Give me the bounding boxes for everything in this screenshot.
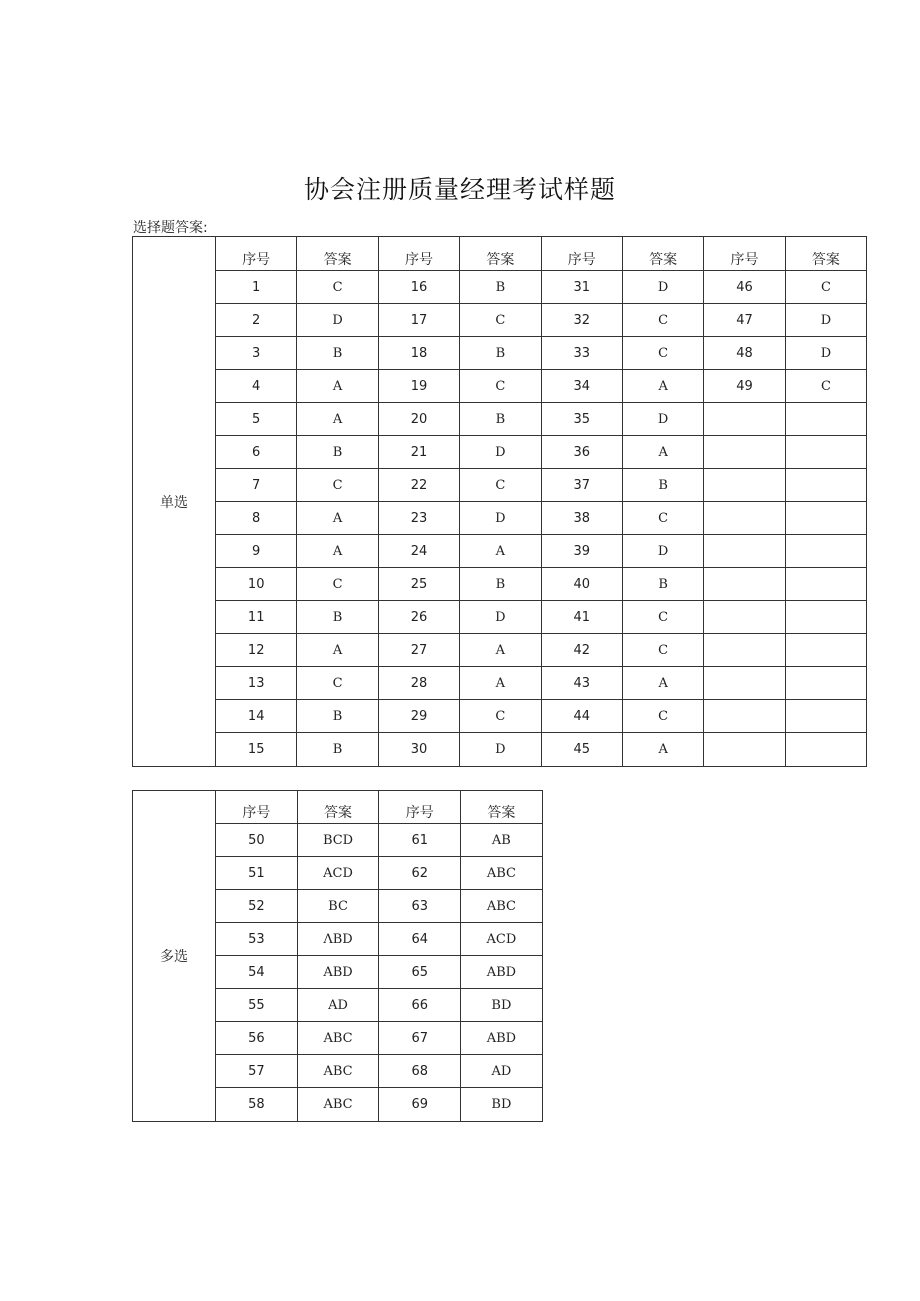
answer-cell: C [460,304,541,337]
column-header-answer: 答案 [785,237,866,271]
question-number-cell: 19 [378,370,459,403]
question-number-cell: 44 [541,700,622,733]
question-number-cell [704,469,785,502]
question-number-cell: 55 [216,989,298,1022]
answer-cell: D [785,304,866,337]
column-header-answer: 答案 [461,791,543,824]
answer-cell: A [297,502,378,535]
question-number-cell: 16 [378,271,459,304]
answer-cell: ABD [297,956,379,989]
question-number-cell: 15 [216,733,297,767]
question-number-cell [704,502,785,535]
answer-cell: C [622,502,703,535]
question-number-cell: 52 [216,890,298,923]
question-number-cell: 18 [378,337,459,370]
header-row [133,237,867,271]
answer-cell [785,667,866,700]
answer-cell [785,568,866,601]
answer-cell: ABC [461,857,543,890]
answer-cell: A [622,436,703,469]
answer-cell: BC [297,890,379,923]
column-header-answer: 答案 [297,791,379,824]
answer-cell: C [785,271,866,304]
multiple-choice-answer-table [132,790,543,1122]
question-number-cell [704,667,785,700]
column-header-number: 序号 [216,791,298,824]
answer-cell: B [622,568,703,601]
question-number-cell: 58 [216,1088,298,1122]
question-number-cell: 5 [216,403,297,436]
question-number-cell: 56 [216,1022,298,1055]
table-row [133,601,867,634]
answer-cell: ABD [461,956,543,989]
answer-cell: AB [461,824,543,857]
answer-cell [785,601,866,634]
answer-cell [785,502,866,535]
answer-cell: A [460,535,541,568]
question-number-cell: 46 [704,271,785,304]
answer-cell: A [622,370,703,403]
answer-cell: D [785,337,866,370]
column-header-number: 序号 [216,237,297,271]
question-number-cell: 69 [379,1088,461,1122]
answer-cell: A [460,667,541,700]
column-header-number: 序号 [379,791,461,824]
answer-cell: B [460,337,541,370]
table-row [133,733,867,767]
question-number-cell: 35 [541,403,622,436]
question-number-cell: 36 [541,436,622,469]
answer-cell: AD [297,989,379,1022]
answer-cell: A [622,667,703,700]
single-choice-answer-table [132,236,867,767]
column-header-answer: 答案 [460,237,541,271]
answer-cell: D [460,733,541,767]
answer-cell: C [622,634,703,667]
question-number-cell [704,535,785,568]
column-header-number: 序号 [704,237,785,271]
answer-cell [785,700,866,733]
answer-cell: C [297,271,378,304]
column-header-number: 序号 [541,237,622,271]
answer-cell: B [297,700,378,733]
question-number-cell: 47 [704,304,785,337]
answer-cell: ABC [297,1022,379,1055]
answer-cell: B [297,733,378,767]
table-row [133,304,867,337]
question-number-cell: 45 [541,733,622,767]
answer-cell: C [785,370,866,403]
answer-cell: C [297,568,378,601]
question-number-cell: 6 [216,436,297,469]
answer-cell: ABC [461,890,543,923]
answer-cell: A [297,634,378,667]
question-number-cell: 4 [216,370,297,403]
answer-cell: C [460,700,541,733]
answer-cell: B [297,337,378,370]
question-number-cell [704,436,785,469]
answer-cell: ACD [461,923,543,956]
question-number-cell: 34 [541,370,622,403]
answer-cell: D [622,403,703,436]
answer-cell: A [297,370,378,403]
table-row [133,568,867,601]
answer-cell: ABC [297,1088,379,1122]
question-number-cell [704,601,785,634]
answer-cell: C [622,304,703,337]
answer-cell: ABD [461,1022,543,1055]
question-number-cell: 31 [541,271,622,304]
answer-cell: B [460,403,541,436]
question-number-cell: 27 [378,634,459,667]
question-number-cell: 64 [379,923,461,956]
question-number-cell: 66 [379,989,461,1022]
question-number-cell: 39 [541,535,622,568]
question-number-cell: 21 [378,436,459,469]
question-number-cell: 11 [216,601,297,634]
column-header-answer: 答案 [622,237,703,271]
question-number-cell [704,568,785,601]
question-number-cell: 41 [541,601,622,634]
table-row [133,403,867,436]
answer-cell: AD [461,1055,543,1088]
question-number-cell: 51 [216,857,298,890]
question-number-cell: 2 [216,304,297,337]
question-number-cell: 42 [541,634,622,667]
question-number-cell: 62 [379,857,461,890]
answer-cell: B [622,469,703,502]
question-number-cell: 32 [541,304,622,337]
answer-cell: C [622,601,703,634]
answer-cell [785,535,866,568]
question-number-cell: 53 [216,923,298,956]
question-number-cell [704,403,785,436]
answer-cell [785,469,866,502]
question-number-cell: 14 [216,700,297,733]
question-number-cell: 40 [541,568,622,601]
answer-cell: A [297,403,378,436]
question-number-cell: 13 [216,667,297,700]
question-number-cell: 25 [378,568,459,601]
question-number-cell: 30 [378,733,459,767]
page-title: 协会注册质量经理考试样题 [303,175,616,204]
question-number-cell: 48 [704,337,785,370]
question-number-cell: 10 [216,568,297,601]
table-row [133,337,867,370]
question-number-cell: 43 [541,667,622,700]
answer-cell: B [460,271,541,304]
question-number-cell: 67 [379,1022,461,1055]
question-number-cell: 57 [216,1055,298,1088]
answer-cell [785,634,866,667]
question-number-cell: 12 [216,634,297,667]
column-header-answer: 答案 [297,237,378,271]
answer-cell: D [460,436,541,469]
question-number-cell [704,634,785,667]
answer-cell: C [460,370,541,403]
answer-cell: D [622,535,703,568]
answer-cell: ΛBD [297,923,379,956]
answer-cell [785,403,866,436]
question-number-cell: 50 [216,824,298,857]
question-number-cell: 63 [379,890,461,923]
question-number-cell [704,700,785,733]
question-number-cell: 68 [379,1055,461,1088]
table-row [133,271,867,304]
table-row [133,370,867,403]
question-number-cell: 23 [378,502,459,535]
question-number-cell: 61 [379,824,461,857]
question-number-cell: 38 [541,502,622,535]
answer-cell [785,733,866,767]
question-number-cell: 9 [216,535,297,568]
answer-cell: A [622,733,703,767]
answer-cell: D [460,601,541,634]
column-header-number: 序号 [378,237,459,271]
answer-cell: C [297,667,378,700]
answer-cell: B [297,436,378,469]
question-number-cell: 24 [378,535,459,568]
answer-cell: B [460,568,541,601]
table-row [133,700,867,733]
answer-cell: C [622,337,703,370]
header-row [133,791,543,824]
question-number-cell: 22 [378,469,459,502]
question-number-cell: 37 [541,469,622,502]
question-number-cell: 26 [378,601,459,634]
section-label: 单选 [133,237,216,767]
question-number-cell: 17 [378,304,459,337]
question-number-cell: 29 [378,700,459,733]
answer-cell: BD [461,989,543,1022]
question-number-cell: 3 [216,337,297,370]
answer-cell: D [297,304,378,337]
question-number-cell: 20 [378,403,459,436]
answer-cell: C [622,700,703,733]
answer-cell: BCD [297,824,379,857]
table-row [133,634,867,667]
table-row [133,436,867,469]
question-number-cell: 33 [541,337,622,370]
section-label: 多选 [133,791,216,1122]
answers-caption: 选择题答案: [133,220,208,236]
question-number-cell [704,733,785,767]
answer-cell: ABC [297,1055,379,1088]
table-row [133,535,867,568]
answer-cell: D [622,271,703,304]
table-row [133,502,867,535]
question-number-cell: 54 [216,956,298,989]
answer-cell: C [297,469,378,502]
answer-cell: BD [461,1088,543,1122]
answer-cell: C [460,469,541,502]
question-number-cell: 8 [216,502,297,535]
answer-cell: D [460,502,541,535]
answer-cell: A [297,535,378,568]
question-number-cell: 7 [216,469,297,502]
answer-cell: ACD [297,857,379,890]
table-row [133,667,867,700]
answer-cell: B [297,601,378,634]
question-number-cell: 49 [704,370,785,403]
question-number-cell: 65 [379,956,461,989]
question-number-cell: 1 [216,271,297,304]
question-number-cell: 28 [378,667,459,700]
answer-cell: A [460,634,541,667]
table-row [133,469,867,502]
answer-cell [785,436,866,469]
